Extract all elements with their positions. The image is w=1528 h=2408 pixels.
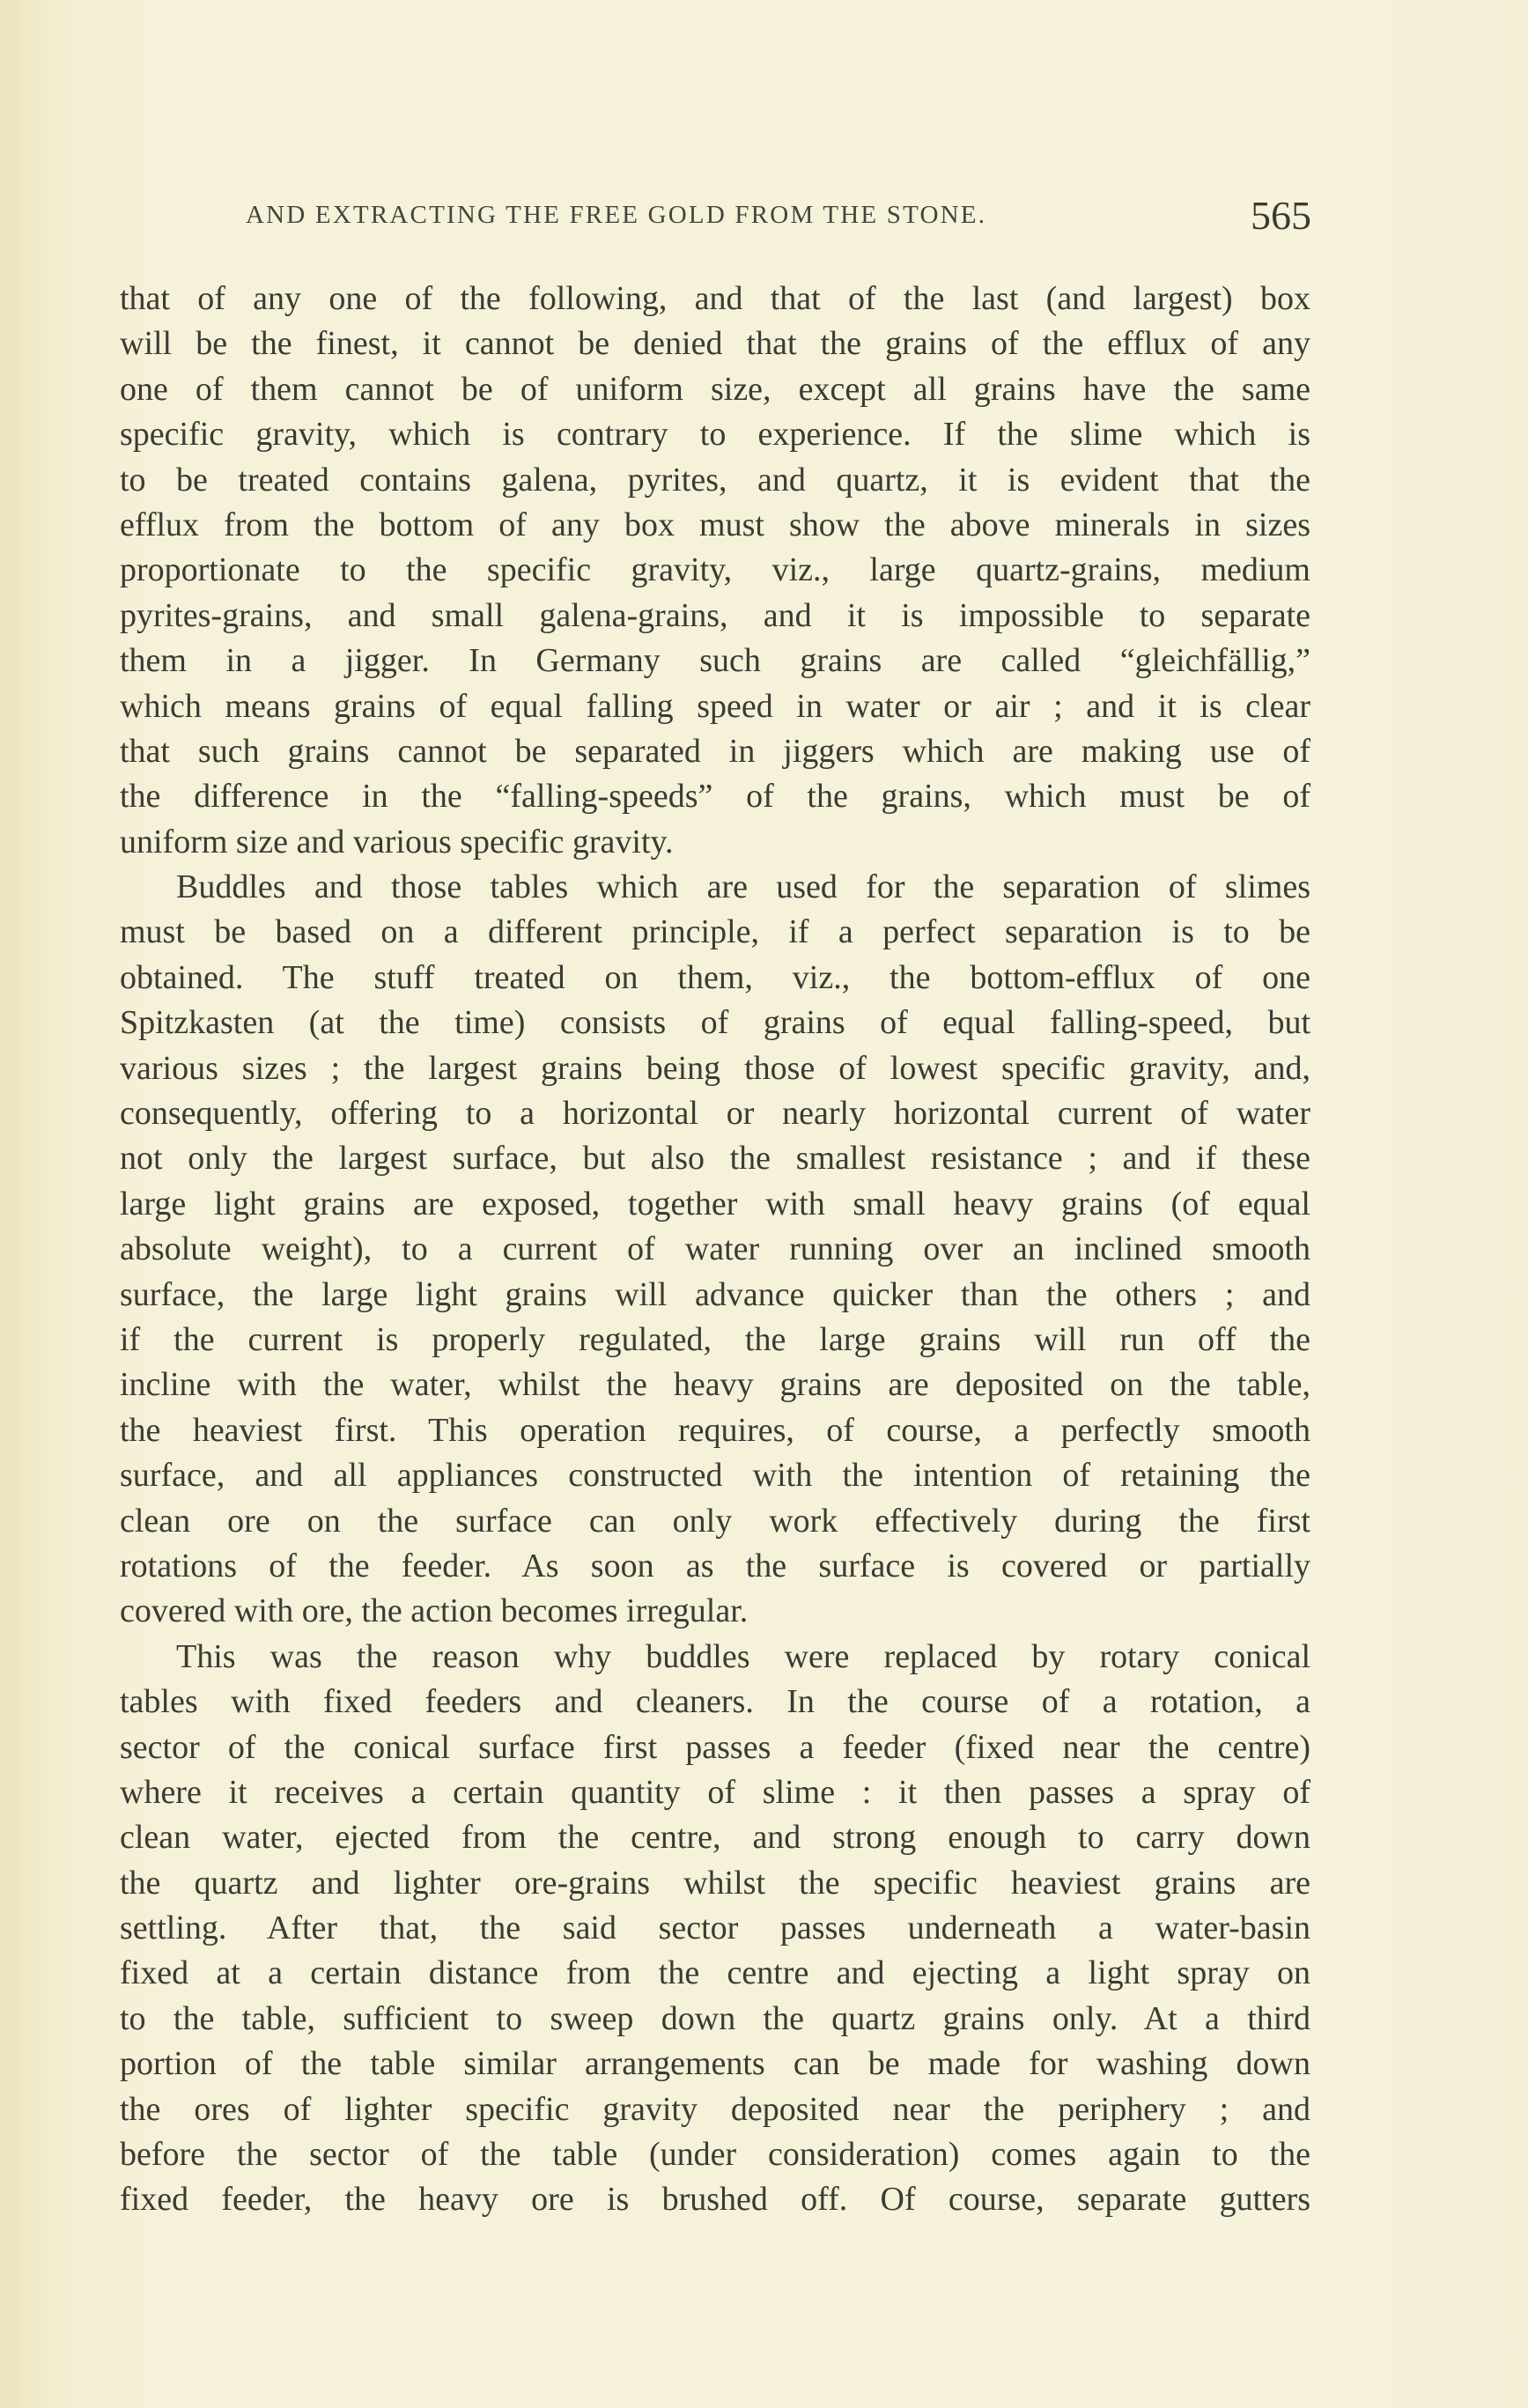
text-line: tables with fixed feeders and cleaners. In the course of a rotation, a <box>120 1683 1310 1721</box>
paragraph-first-line: Buddles and those tables which are used for the separation of slimes <box>176 868 1310 906</box>
text-line: large light grains are exposed, together with small heavy grains (of equal <box>120 1185 1310 1222</box>
text-line: absolute weight), to a current of water running over an inclined smooth <box>120 1230 1310 1268</box>
text-line: must be based on a different principle, if a perfect separation is to be <box>120 913 1310 951</box>
text-line: pyrites-grains, and small galena-grains, and it is impossible to separate <box>120 596 1310 634</box>
text-line: surface, the large light grains will advance quicker than the others ; and <box>120 1275 1310 1313</box>
text-line: the heaviest first. This operation requires, of course, a perfectly smooth <box>120 1411 1310 1449</box>
page-number: 565 <box>1251 193 1311 238</box>
text-line: covered with ore, the action becomes irregular. <box>120 1592 749 1630</box>
text-line: rotations of the feeder. As soon as the surface is covered or partially <box>120 1547 1310 1584</box>
text-line: efflux from the bottom of any box must show the above minerals in sizes <box>120 506 1310 543</box>
text-line: proportionate to the specific gravity, viz., large quartz-grains, medium <box>120 551 1310 589</box>
text-line: specific gravity, which is contrary to experience. If the slime which is <box>120 416 1310 454</box>
body-text <box>120 277 1310 2223</box>
text-line: to be treated contains galena, pyrites, and quartz, it is evident that the <box>120 461 1310 499</box>
text-line: obtained. The stuff treated on them, viz., the bottom-efflux of one <box>120 958 1310 996</box>
running-head: AND EXTRACTING THE FREE GOLD FROM THE STONE. <box>246 201 987 229</box>
text-line: the ores of lighter specific gravity deposited near the periphery ; and <box>120 2090 1310 2128</box>
text-line: not only the largest surface, but also the smallest resistance ; and if these <box>120 1140 1310 1178</box>
text-line: sector of the conical surface first passes a feeder (fixed near the centre) <box>120 1728 1310 1766</box>
paragraph-first-line: This was the reason why buddles were replaced by rotary conical <box>176 1637 1310 1675</box>
text-line: various sizes ; the largest grains being those of lowest specific gravity, and, <box>120 1049 1310 1087</box>
text-line: them in a jigger. In Germany such grains are called “gleichfällig,” <box>120 642 1310 680</box>
text-line: that such grains cannot be separated in jiggers which are making use of <box>120 732 1310 770</box>
text-line: which means grains of equal falling speed in water or air ; and it is clear <box>120 687 1310 725</box>
text-line: one of them cannot be of uniform size, except all grains have the same <box>120 370 1310 408</box>
text-line: before the sector of the table (under consideration) comes again to the <box>120 2136 1310 2174</box>
text-line: portion of the table similar arrangements can be made for washing down <box>120 2045 1310 2083</box>
text-line: the difference in the “falling-speeds” of the grains, which must be of <box>120 778 1310 816</box>
text-line: to the table, sufficient to sweep down the quartz grains only. At a third <box>120 1999 1310 2037</box>
text-line: clean ore on the surface can only work effectively during the first <box>120 1502 1310 1540</box>
text-line: will be the finest, it cannot be denied that the grains of the efflux of any <box>120 325 1310 363</box>
text-line: where it receives a certain quantity of slime : it then passes a spray of <box>120 1773 1310 1811</box>
text-line: surface, and all appliances constructed with the intention of retaining the <box>120 1457 1310 1495</box>
text-line: clean water, ejected from the centre, and strong enough to carry down <box>120 1819 1310 1857</box>
text-line: fixed at a certain distance from the centre and ejecting a light spray on <box>120 1954 1310 1992</box>
page-header <box>246 193 1311 238</box>
text-line: uniform size and various specific gravity. <box>120 823 674 861</box>
text-line: fixed feeder, the heavy ore is brushed off. Of course, separate gutters <box>120 2181 1310 2219</box>
text-line: if the current is properly regulated, the large grains will run off the <box>120 1320 1310 1358</box>
text-line: settling. After that, the said sector passes underneath a water-basin <box>120 1909 1310 1947</box>
text-line: consequently, offering to a horizontal or nearly horizontal current of water <box>120 1095 1310 1133</box>
text-line: Spitzkasten (at the time) consists of grains of equal falling-speed, but <box>120 1004 1310 1042</box>
text-line: the quartz and lighter ore-grains whilst the specific heaviest grains are <box>120 1864 1310 1902</box>
text-line: that of any one of the following, and that of the last (and largest) box <box>120 280 1310 317</box>
text-line: incline with the water, whilst the heavy grains are deposited on the table, <box>120 1366 1310 1404</box>
